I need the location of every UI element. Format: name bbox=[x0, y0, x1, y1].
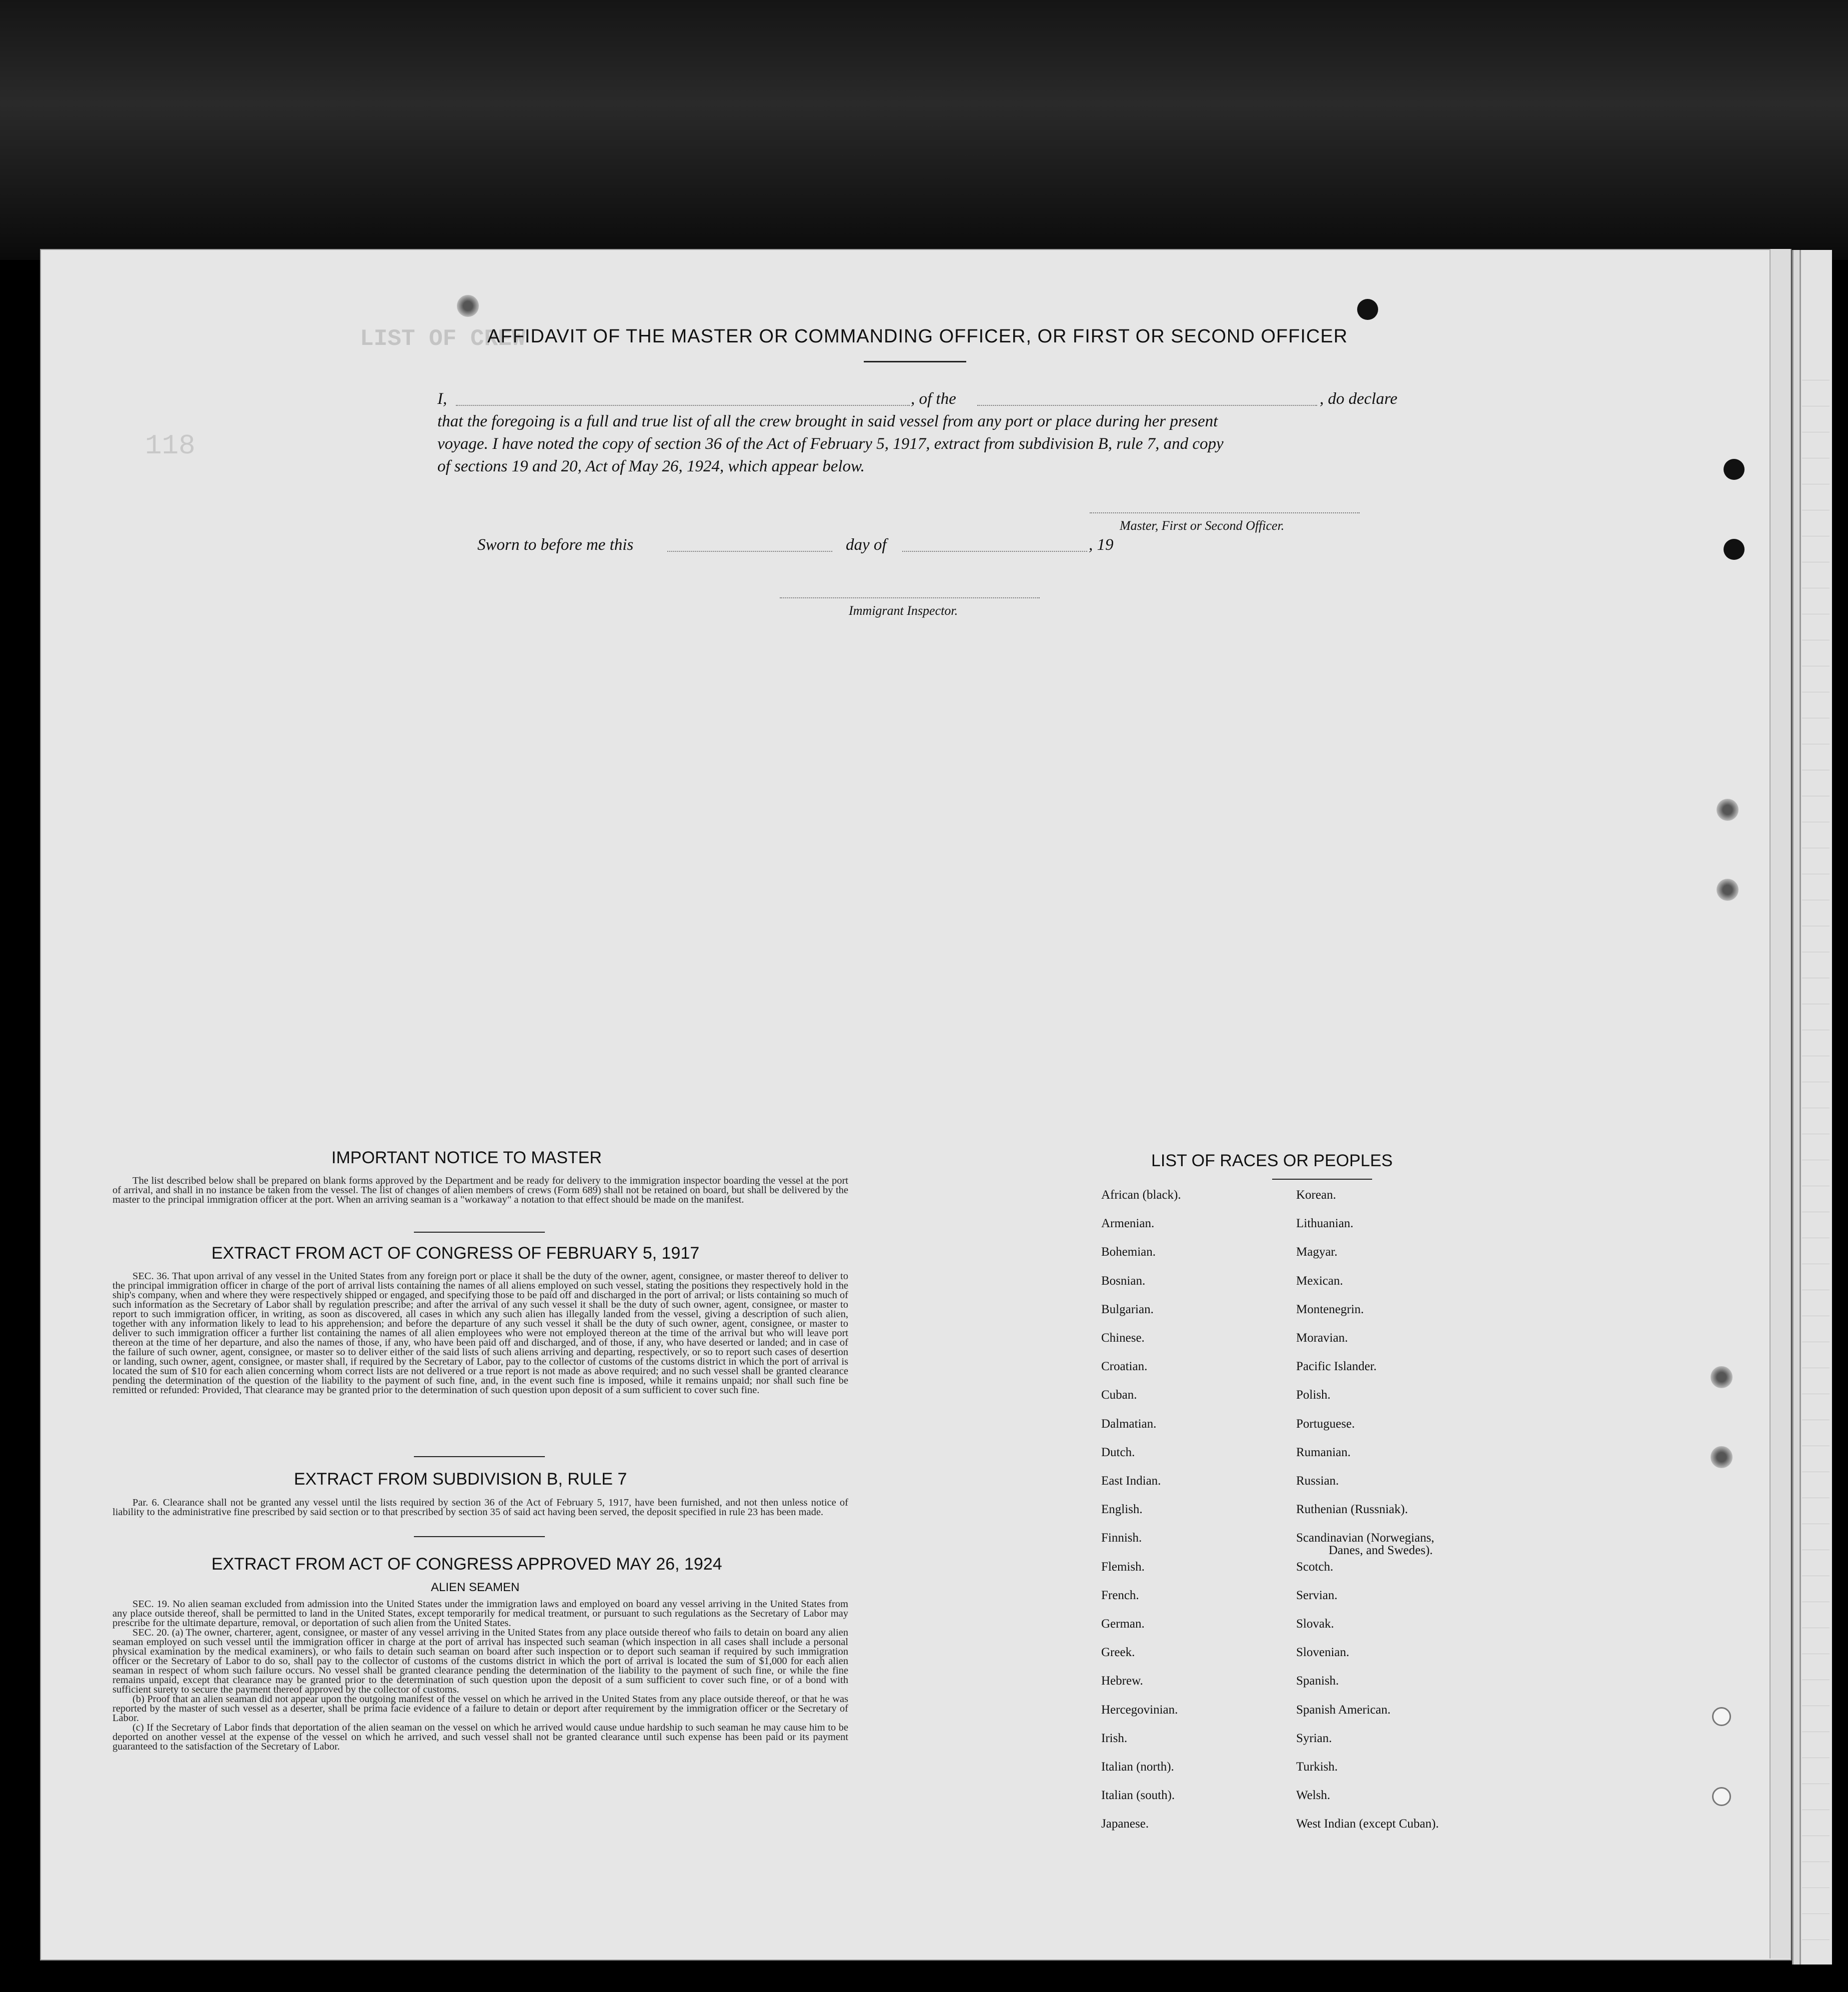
alien-seamen-subtitle: ALIEN SEAMEN bbox=[431, 1581, 520, 1594]
race-item: French. bbox=[1101, 1589, 1139, 1602]
affidavit-line4: of sections 19 and 20, Act of May 26, 1924, which appear below. bbox=[437, 457, 865, 475]
punch-hole-icon bbox=[1724, 539, 1745, 560]
race-item: Syrian. bbox=[1296, 1732, 1332, 1745]
sec-20a-text: SEC. 20. (a) The owner, charterer, agent, consignee, or master of any vessel arriving in the United States from any place outside thereof who fails to detain on board any alien seaman employed on such vessel until the immigration officer in charge at the port of arrival has inspected such seaman (which inspection in all cases shall include a personal physical examination by the medical examiners), or who fails to detain such seaman on board after such inspection or to deport such seaman if required by such immigration officer or the Secretary of Labor to do so, shall pay to the collector of customs of the customs district in which the port of arrival is located the sum of $1,000 for each alien seaman in respect of whom such failure occurs. No vessel shall be granted clearance pending the determination of the liability to the payment of such fine, or while the fine remains unpaid, except that clearance may be granted prior to the determination of such question upon the deposit of a sum sufficient to cover such fine, or of a bond with sufficient surety to secure the payment thereof approved by the collector of customs. bbox=[112, 1627, 848, 1695]
sec-19-text: SEC. 19. No alien seaman excluded from admission into the United States under the immigration laws and employed on board any vessel arriving in the United States from any place outside thereof, shall be permitted to land in the United States, except temporarily for medical treatment, or pursuant to such regulations as the Secretary of Labor may prescribe for the ultimate departure, removal, or deportation of such alien from the United States. bbox=[112, 1599, 848, 1629]
race-item: Cuban. bbox=[1101, 1388, 1137, 1402]
affidavit-title: AFFIDAVIT OF THE MASTER OR COMMANDING OFFICER, OR FIRST OR SECOND OFFICER bbox=[487, 326, 1348, 347]
race-item: East Indian. bbox=[1101, 1474, 1161, 1488]
race-item: Finnish. bbox=[1101, 1531, 1142, 1545]
affidavit-of-the: , of the bbox=[911, 390, 956, 408]
ruled-sheet-edge bbox=[1802, 380, 1830, 1950]
name-blank bbox=[456, 405, 910, 406]
punch-hole-icon bbox=[1712, 1787, 1731, 1806]
act-1917-title: EXTRACT FROM ACT OF CONGRESS OF FEBRUARY 5, 1917 bbox=[211, 1244, 700, 1263]
race-item: Japanese. bbox=[1101, 1817, 1149, 1831]
affidavit-title-rule bbox=[864, 361, 966, 362]
page-fold-strip bbox=[1770, 249, 1791, 1959]
race-item: Italian (north). bbox=[1101, 1760, 1174, 1774]
race-item: Greek. bbox=[1101, 1646, 1135, 1659]
sworn-text: Sworn to before me this bbox=[477, 536, 634, 554]
rule-7-title: EXTRACT FROM SUBDIVISION B, RULE 7 bbox=[294, 1470, 627, 1489]
race-item: Polish. bbox=[1296, 1388, 1331, 1402]
race-item: Moravian. bbox=[1296, 1331, 1348, 1345]
vessel-blank bbox=[977, 405, 1317, 406]
act-1917-text: SEC. 36. That upon arrival of any vessel in the United States from any foreign port or place it shall be the duty of the owner, agent, consignee, or master thereof to deliver to the principal immigration officer in charge of the port of arrival lists containing the names of all aliens employed on such vessel, stating the positions they respectively hold in the ship's company, when and where they were respectively shipped or engaged, and specifying those to be paid off and discharged in the port of arrival; or lists containing so much of such information as the Secretary of Labor shall by regulation prescribe; and after the arrival of any such vessel it shall be the duty of such owner, agent, consignee, or master to report to such immigration officer, in writing, as soon as discovered, all cases in which any such alien has illegally landed from the vessel, giving a description of such alien, together with any information likely to lead to his apprehension; and before the departure of any such vessel it shall be the duty of such owner, agent, consignee, or master to deliver to such immigration officer a further list containing the names of all alien employees who were not employed thereon at the time of the arrival but who will leave port thereon at the time of her departure, and also the names of those, if any, who have been paid off and discharged, and of those, if any, who have deserted or landed; and in case of the failure of such owner, agent, consignee, or master so to deliver either of the said lists of such aliens arriving and departing, respectively, or so to report such cases of desertion or landing, such owner, agent, consignee, or master shall, if required by the Secretary of Labor, pay to the collector of customs of the customs district in which the port of arrival is located the sum of $10 for each alien concerning whom correct lists are not delivered or a true report is not made as above required; and no such vessel shall be granted clearance pending the determination of the question of the liability to the payment of such fine, and, in the event such fine is imposed, while it remains unpaid; nor shall such fine be remitted or refunded: Provided, That clearance may be granted prior to the determination of such question upon deposit of a sum sufficient to cover such fine. bbox=[112, 1271, 848, 1396]
race-item: Pacific Islander. bbox=[1296, 1360, 1377, 1373]
section-rule bbox=[414, 1456, 545, 1457]
month-blank bbox=[902, 551, 1087, 552]
race-item: Spanish American. bbox=[1296, 1703, 1391, 1717]
day-blank bbox=[667, 551, 832, 552]
race-item: Rumanian. bbox=[1296, 1446, 1351, 1459]
race-item: Italian (south). bbox=[1101, 1789, 1175, 1802]
race-item: Slovenian. bbox=[1296, 1646, 1350, 1659]
race-item: German. bbox=[1101, 1617, 1145, 1631]
race-item: Chinese. bbox=[1101, 1331, 1145, 1345]
master-signature-label: Master, First or Second Officer. bbox=[1120, 518, 1285, 533]
race-item: Spanish. bbox=[1296, 1674, 1339, 1688]
race-item: African (black). bbox=[1101, 1188, 1181, 1202]
section-rule bbox=[414, 1536, 545, 1537]
race-item: Magyar. bbox=[1296, 1245, 1338, 1259]
bleed-header-fragment: LIST OF CREW bbox=[360, 326, 526, 352]
race-item: Scotch. bbox=[1296, 1560, 1334, 1574]
punch-hole-icon bbox=[1711, 1366, 1733, 1388]
race-item: Hercegovinian. bbox=[1101, 1703, 1178, 1717]
race-item-continuation: Danes, and Swedes). bbox=[1329, 1544, 1433, 1557]
race-item: Bosnian. bbox=[1101, 1274, 1146, 1288]
race-item: Irish. bbox=[1101, 1732, 1128, 1745]
punch-hole-icon bbox=[1712, 1707, 1731, 1726]
act-1924-text bbox=[112, 1600, 848, 1752]
affidavit-line2: that the foregoing is a full and true list of all the crew brought in said vessel from any port or place during her present bbox=[437, 412, 1218, 430]
race-item: Lithuanian. bbox=[1296, 1217, 1354, 1230]
race-item: Hebrew. bbox=[1101, 1674, 1143, 1688]
race-item: Scandinavian (Norwegians, bbox=[1296, 1531, 1435, 1545]
race-item: Bohemian. bbox=[1101, 1245, 1156, 1259]
race-item: Dutch. bbox=[1101, 1446, 1135, 1459]
race-item: Flemish. bbox=[1101, 1560, 1145, 1574]
race-item: Korean. bbox=[1296, 1188, 1336, 1202]
punch-hole-icon bbox=[1717, 799, 1739, 821]
race-item: Welsh. bbox=[1296, 1789, 1331, 1802]
day-of-text: day of bbox=[846, 536, 887, 554]
race-item: Bulgarian. bbox=[1101, 1303, 1154, 1316]
punch-hole-icon bbox=[1357, 299, 1378, 320]
affidavit-line3: voyage. I have noted the copy of section 36 of the Act of February 5, 1917, extract from subdivision B, rule 7, and copy bbox=[437, 435, 1224, 453]
races-title: LIST OF RACES OR PEOPLES bbox=[1151, 1151, 1393, 1170]
race-item: Turkish. bbox=[1296, 1760, 1338, 1774]
punch-hole-icon bbox=[1711, 1446, 1733, 1468]
affidavit-do-declare: , do declare bbox=[1320, 390, 1398, 408]
race-item: Mexican. bbox=[1296, 1274, 1343, 1288]
punch-hole-icon bbox=[457, 295, 479, 317]
race-item: Portuguese. bbox=[1296, 1417, 1355, 1431]
race-item: Slovak. bbox=[1296, 1617, 1334, 1631]
race-item: English. bbox=[1101, 1503, 1143, 1516]
sec-20c-text: (c) If the Secretary of Labor finds that deportation of the alien seaman on the vessel on which he arrived would cause undue hardship to such seaman he may cause him to be deported on another vessel at the expense of the vessel on which he arrived, and such vessel shall not be granted clearance until such expense has been paid or its payment guaranteed to the satisfaction of the Secretary of Labor. bbox=[112, 1722, 848, 1752]
race-item: Montenegrin. bbox=[1296, 1303, 1364, 1316]
master-signature-blank bbox=[1090, 512, 1360, 513]
punch-hole-icon bbox=[1717, 879, 1739, 901]
affidavit-i: I, bbox=[437, 390, 447, 408]
race-item: Dalmatian. bbox=[1101, 1417, 1157, 1431]
rule-7-text: Par. 6. Clearance shall not be granted any vessel until the lists required by section 36 of the Act of February 5, 1917, have been furnished, and not then unless notice of liability to the administrative fine prescribed by said section or to that prescribed by section 35 of said act having been served, the deposit specified in rule 23 has been made. bbox=[112, 1497, 848, 1518]
inspector-signature-label: Immigrant Inspector. bbox=[849, 603, 958, 618]
act-1924-title: EXTRACT FROM ACT OF CONGRESS APPROVED MAY 26, 1924 bbox=[211, 1555, 722, 1574]
sec-20b-text: (b) Proof that an alien seaman did not appear upon the outgoing manifest of the vessel on which he arrived in the United States from any place outside thereof, or that he was reported by the master of such vessel as a deserter, shall be prima facie evidence of a failure to detain or deport after requirement by the immigration officer or the Secretary of Labor. bbox=[112, 1694, 848, 1724]
race-item: Ruthenian (Russniak). bbox=[1296, 1503, 1408, 1516]
race-item: West Indian (except Cuban). bbox=[1296, 1817, 1439, 1831]
inspector-signature-blank bbox=[780, 597, 1040, 598]
section-rule bbox=[414, 1232, 545, 1233]
notice-title: IMPORTANT NOTICE TO MASTER bbox=[331, 1148, 602, 1167]
race-item: Russian. bbox=[1296, 1474, 1339, 1488]
bleed-number: 118 bbox=[145, 430, 195, 462]
race-item: Croatian. bbox=[1101, 1360, 1148, 1373]
year-prefix: , 19 bbox=[1089, 536, 1114, 554]
scanner-background bbox=[0, 0, 1848, 260]
race-item: Armenian. bbox=[1101, 1217, 1155, 1230]
races-title-rule bbox=[1272, 1179, 1372, 1180]
notice-text: The list described below shall be prepared on blank forms approved by the Department and be ready for delivery to the immigration inspector boarding the vessel at the port of arrival, and shall in no instance be taken from the vessel. The list of changes of alien members of crews (Form 689) shall not be retained on board, but shall be delivered by the master to the principal immigration officer at the port. When an arriving seaman is a "workaway" a notation to that effect should be made on the manifest. bbox=[112, 1175, 848, 1205]
race-item: Servian. bbox=[1296, 1589, 1338, 1602]
punch-hole-icon bbox=[1724, 459, 1745, 480]
